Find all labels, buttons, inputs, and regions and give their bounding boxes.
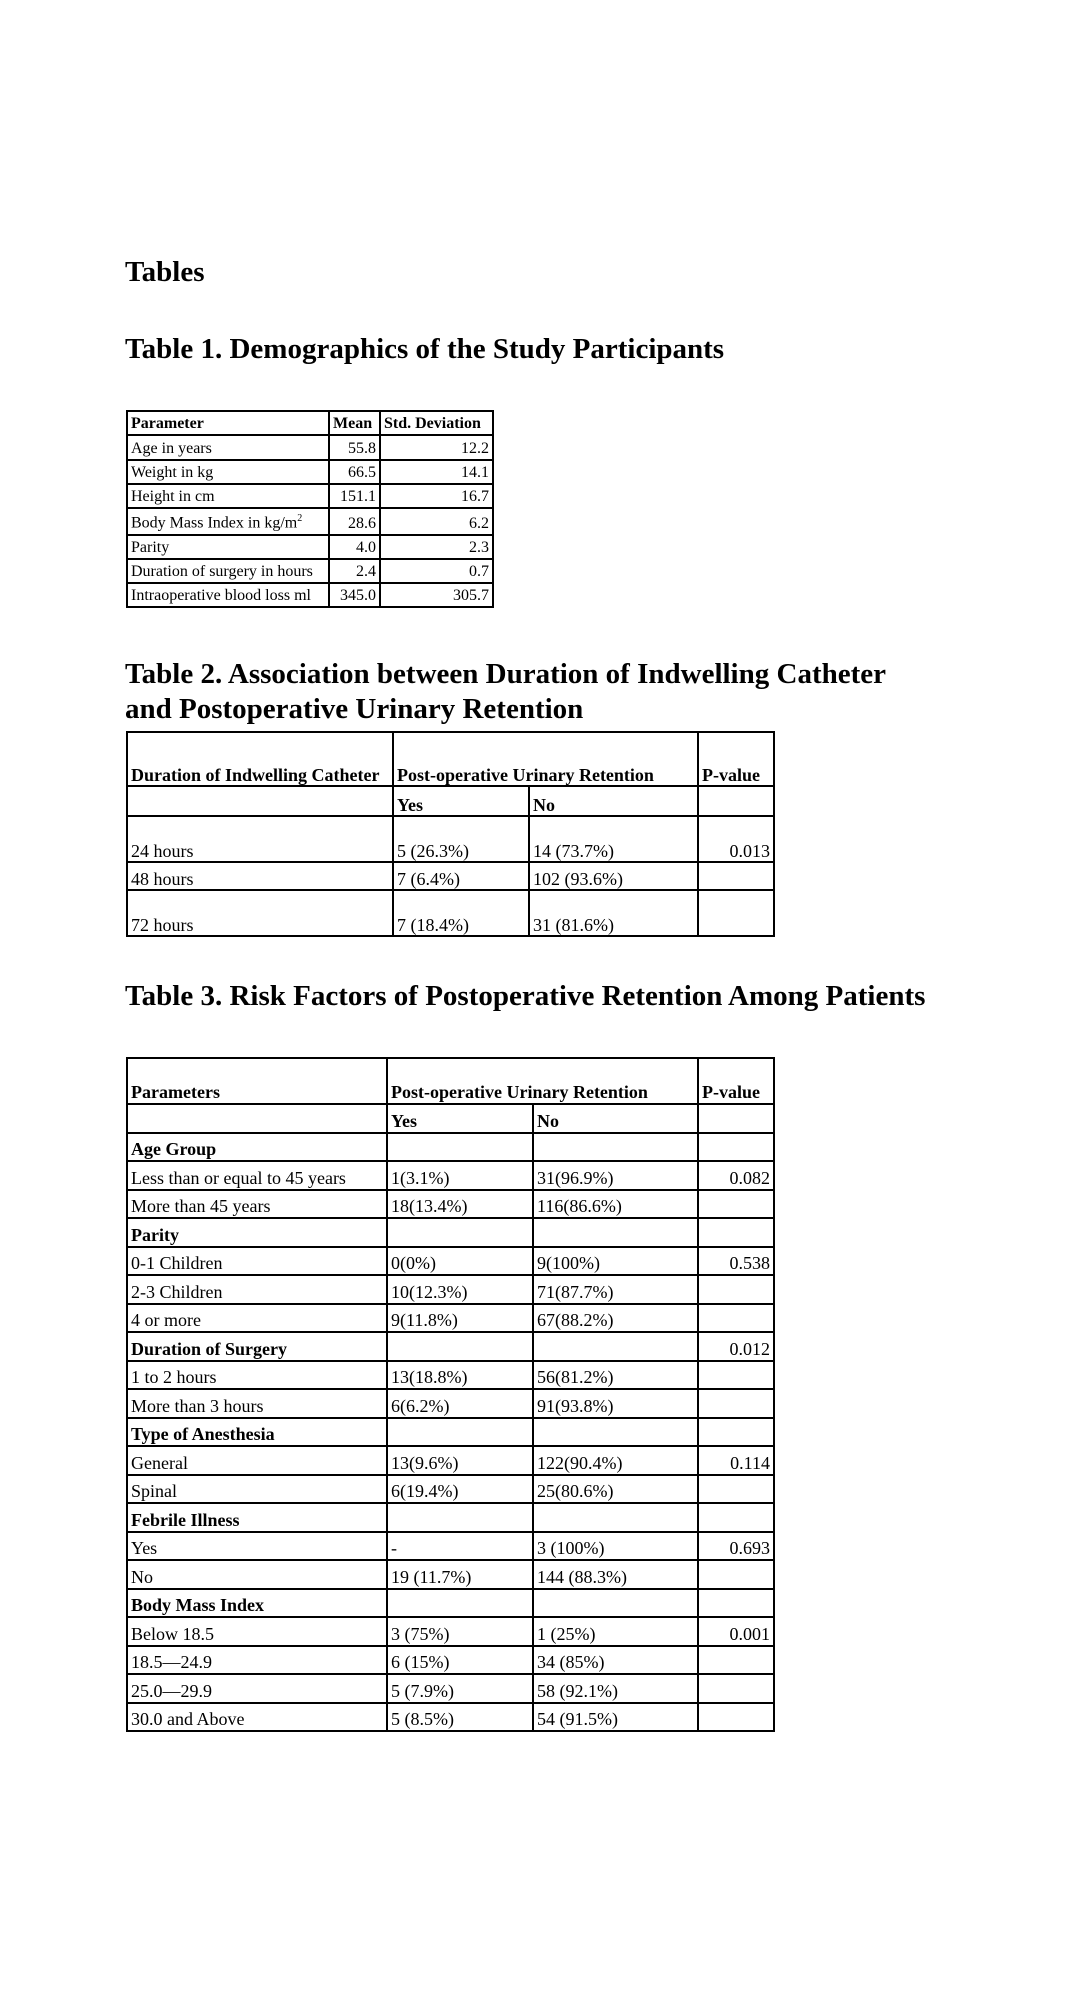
header-cell: No (529, 786, 698, 816)
table-cell: 30.0 and Above (127, 1703, 387, 1732)
table-cell: Age in years (127, 435, 329, 459)
table-row (127, 1475, 774, 1504)
table-cell: Intraoperative blood loss ml (127, 583, 329, 607)
table-cell: 7 (18.4%) (393, 890, 529, 936)
table-cell (533, 1418, 698, 1447)
table-cell: 5 (8.5%) (387, 1703, 533, 1732)
table-group-row (127, 1589, 774, 1618)
table-row (127, 1247, 774, 1276)
table-cell: 54 (91.5%) (533, 1703, 698, 1732)
table-cell: 151.1 (329, 484, 380, 508)
table-cell: 71(87.7%) (533, 1275, 698, 1304)
table-cell (387, 1503, 533, 1532)
table-cell: - (387, 1532, 533, 1561)
table-cell (387, 1332, 533, 1361)
table-cell: 0.001 (698, 1617, 774, 1646)
table-cell: 1 (25%) (533, 1617, 698, 1646)
table-cell: Febrile Illness (127, 1503, 387, 1532)
table2-title: Table 2. Association between Duration of Indwelling Catheter and Postoperative Urinary Retention (125, 658, 886, 725)
table-row (127, 1446, 774, 1475)
table-cell: 66.5 (329, 460, 380, 484)
table-cell: More than 3 hours (127, 1389, 387, 1418)
table-row (127, 1190, 774, 1219)
table-cell: Yes (127, 1532, 387, 1561)
header-cell: Parameter (127, 411, 329, 435)
table-cell: 6(6.2%) (387, 1389, 533, 1418)
table-cell (127, 786, 393, 816)
table-cell: Height in cm (127, 484, 329, 508)
table-row (127, 1532, 774, 1561)
table-subheader-row (127, 1104, 774, 1133)
table-row (127, 1646, 774, 1675)
table-group-row (127, 1418, 774, 1447)
table-cell (533, 1589, 698, 1618)
table-row (127, 1617, 774, 1646)
table-cell (387, 1133, 533, 1162)
demographics-table (126, 410, 494, 608)
table-cell: 144 (88.3%) (533, 1560, 698, 1589)
table-cell (698, 1646, 774, 1675)
table-cell: 13(18.8%) (387, 1361, 533, 1390)
table-cell: 6 (15%) (387, 1646, 533, 1675)
table-cell: 13(9.6%) (387, 1446, 533, 1475)
table-cell: 9(11.8%) (387, 1304, 533, 1333)
table-header-row (127, 1058, 774, 1104)
table-cell (533, 1332, 698, 1361)
table3-title: Table 3. Risk Factors of Postoperative Retention Among Patients (125, 980, 926, 1012)
table-cell: 4.0 (329, 535, 380, 559)
header-cell: Post-operative Urinary Retention (393, 732, 698, 786)
table-cell: Duration of surgery in hours (127, 559, 329, 583)
table-cell: 0.082 (698, 1161, 774, 1190)
table-row (127, 508, 493, 534)
table-cell: 345.0 (329, 583, 380, 607)
table-cell: 3 (100%) (533, 1532, 698, 1561)
table-cell: 5 (7.9%) (387, 1674, 533, 1703)
table-row (127, 583, 493, 607)
table-row (127, 1674, 774, 1703)
table-cell (387, 1589, 533, 1618)
table-cell: Type of Anesthesia (127, 1418, 387, 1447)
table-cell (698, 1589, 774, 1618)
table-group-row (127, 1503, 774, 1532)
table-row (127, 1560, 774, 1589)
table-cell: More than 45 years (127, 1190, 387, 1219)
header-cell: Post-operative Urinary Retention (387, 1058, 698, 1104)
table-cell: Weight in kg (127, 460, 329, 484)
table-cell (698, 1703, 774, 1732)
table-cell: No (127, 1560, 387, 1589)
table-cell (698, 786, 774, 816)
table-cell (698, 1190, 774, 1219)
table-cell: 116(86.6%) (533, 1190, 698, 1219)
table-row (127, 435, 493, 459)
table-cell: 0.7 (380, 559, 493, 583)
table-cell (698, 1361, 774, 1390)
table-cell (387, 1218, 533, 1247)
table-cell (533, 1218, 698, 1247)
table-header-row (127, 732, 774, 786)
table-cell (698, 1304, 774, 1333)
table-cell: 67(88.2%) (533, 1304, 698, 1333)
table-cell (698, 1475, 774, 1504)
table-cell: 2.3 (380, 535, 493, 559)
table-row (127, 535, 493, 559)
table-row (127, 1361, 774, 1390)
table-cell (698, 1133, 774, 1162)
table-row (127, 1275, 774, 1304)
header-cell: Mean (329, 411, 380, 435)
table-cell: 18(13.4%) (387, 1190, 533, 1219)
table-cell: 4 or more (127, 1304, 387, 1333)
table-header-row (127, 411, 493, 435)
table-cell: 1 to 2 hours (127, 1361, 387, 1390)
table-cell (127, 508, 329, 534)
table-cell: 1(3.1%) (387, 1161, 533, 1190)
table-row (127, 862, 774, 890)
table-cell: 72 hours (127, 890, 393, 936)
section-title: Tables (125, 256, 205, 288)
table-cell: Parity (127, 535, 329, 559)
table-cell (533, 1133, 698, 1162)
table-cell: 0.538 (698, 1247, 774, 1276)
table-cell: 0.013 (698, 816, 774, 862)
table-cell: 2.4 (329, 559, 380, 583)
table-cell (533, 1503, 698, 1532)
table-cell: 28.6 (329, 508, 380, 534)
table-cell: Parity (127, 1218, 387, 1247)
table-row (127, 890, 774, 936)
table-cell (698, 1674, 774, 1703)
table-cell (698, 1218, 774, 1247)
table-cell: 25.0—29.9 (127, 1674, 387, 1703)
table-row (127, 816, 774, 862)
table-row (127, 1703, 774, 1732)
table-row (127, 1161, 774, 1190)
table-cell: 102 (93.6%) (529, 862, 698, 890)
header-cell: Std. Deviation (380, 411, 493, 435)
table-cell (698, 1389, 774, 1418)
table-row (127, 1304, 774, 1333)
header-cell: P-value (698, 732, 774, 786)
table-cell: 48 hours (127, 862, 393, 890)
table-cell: 0-1 Children (127, 1247, 387, 1276)
header-cell: Duration of Indwelling Catheter (127, 732, 393, 786)
table-group-row (127, 1133, 774, 1162)
header-cell: Yes (387, 1104, 533, 1133)
table-cell: 0.693 (698, 1532, 774, 1561)
table-cell: 6(19.4%) (387, 1475, 533, 1504)
table-cell: 0.114 (698, 1446, 774, 1475)
table-cell: 55.8 (329, 435, 380, 459)
table-cell: 6.2 (380, 508, 493, 534)
table-cell: 14 (73.7%) (529, 816, 698, 862)
table-cell: 12.2 (380, 435, 493, 459)
table-cell: Less than or equal to 45 years (127, 1161, 387, 1190)
table-cell: 0(0%) (387, 1247, 533, 1276)
table-cell (698, 1418, 774, 1447)
header-cell: P-value (698, 1058, 774, 1104)
table-cell (698, 862, 774, 890)
header-cell: Yes (393, 786, 529, 816)
table-cell (698, 1104, 774, 1133)
table-cell: 2-3 Children (127, 1275, 387, 1304)
header-cell: Parameters (127, 1058, 387, 1104)
table-group-row (127, 1332, 774, 1361)
table-cell: Body Mass Index (127, 1589, 387, 1618)
table-cell: Duration of Surgery (127, 1332, 387, 1361)
table-cell: 19 (11.7%) (387, 1560, 533, 1589)
table-cell: 24 hours (127, 816, 393, 862)
table-cell: Age Group (127, 1133, 387, 1162)
table-row (127, 559, 493, 583)
catheter-duration-table (126, 731, 775, 937)
table-cell: 10(12.3%) (387, 1275, 533, 1304)
table-row (127, 484, 493, 508)
table-cell (698, 890, 774, 936)
table-cell: 18.5—24.9 (127, 1646, 387, 1675)
table-cell: 25(80.6%) (533, 1475, 698, 1504)
table-group-row (127, 1218, 774, 1247)
table-cell: 58 (92.1%) (533, 1674, 698, 1703)
table-cell: 91(93.8%) (533, 1389, 698, 1418)
table-cell: General (127, 1446, 387, 1475)
table-cell: 7 (6.4%) (393, 862, 529, 890)
table1-title: Table 1. Demographics of the Study Participants (125, 333, 725, 365)
table-cell: 16.7 (380, 484, 493, 508)
table-cell: 122(90.4%) (533, 1446, 698, 1475)
table-cell: 9(100%) (533, 1247, 698, 1276)
table-cell: 14.1 (380, 460, 493, 484)
table-row (127, 1389, 774, 1418)
table-cell: 31 (81.6%) (529, 890, 698, 936)
table-cell: 0.012 (698, 1332, 774, 1361)
table-cell (698, 1275, 774, 1304)
table-cell: 305.7 (380, 583, 493, 607)
table-cell: Spinal (127, 1475, 387, 1504)
table-cell: 34 (85%) (533, 1646, 698, 1675)
header-cell: No (533, 1104, 698, 1133)
bmi-label: Body Mass Index in kg/m (131, 514, 298, 532)
table-cell: 3 (75%) (387, 1617, 533, 1646)
table-cell (127, 1104, 387, 1133)
table-cell: 31(96.9%) (533, 1161, 698, 1190)
table-cell (698, 1560, 774, 1589)
table-cell (698, 1503, 774, 1532)
table-cell: 56(81.2%) (533, 1361, 698, 1390)
table-subheader-row (127, 786, 774, 816)
table-cell: 5 (26.3%) (393, 816, 529, 862)
table-cell: Below 18.5 (127, 1617, 387, 1646)
table-row (127, 460, 493, 484)
risk-factors-table (126, 1057, 775, 1732)
superscript: 2 (297, 513, 303, 525)
table-cell (387, 1418, 533, 1447)
